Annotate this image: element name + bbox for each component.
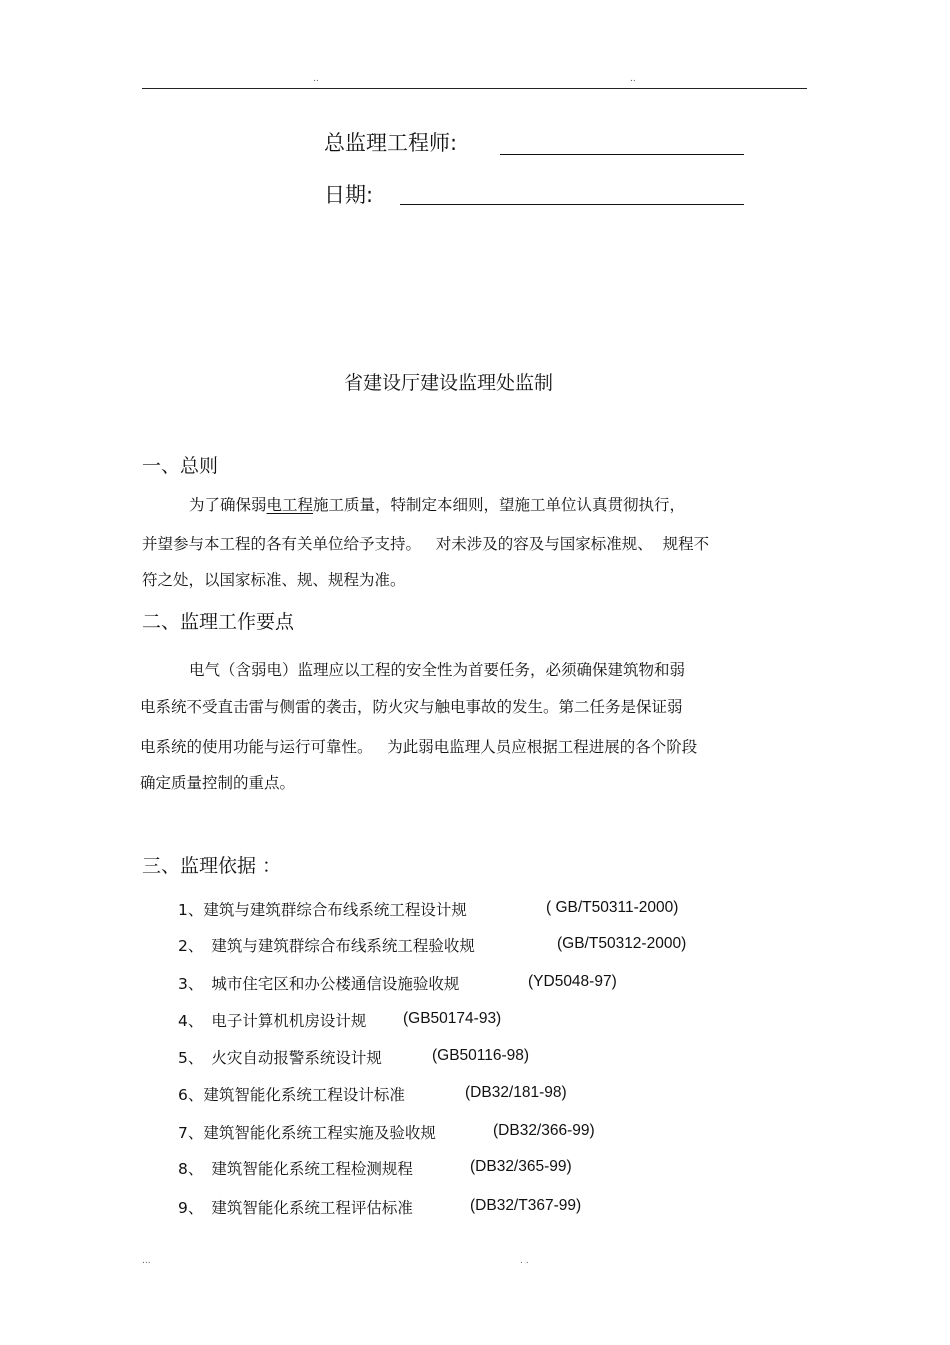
reference-number: 2、 [178, 937, 204, 955]
reference-number: 1、 [178, 901, 204, 919]
reference-name: 建筑智能化系统工程检测规程 [211, 1160, 413, 1178]
section-1-line-1-b: 施工质量，特制定本细则，望施工单位认真贯彻执行， [313, 496, 686, 514]
reference-item [178, 898, 467, 920]
header-rule [142, 88, 807, 89]
reference-code: (DB32/181-98) [465, 1084, 567, 1101]
reference-item [178, 1046, 382, 1068]
issuing-organization: 省建设厅建设监理处监制 [344, 372, 554, 394]
footer-dots-right: . . [520, 1256, 529, 1266]
reference-name: 建筑与建筑群综合布线系统工程验收规 [211, 937, 475, 955]
reference-number: 4、 [178, 1012, 204, 1030]
reference-item [178, 1121, 436, 1143]
reference-name: 建筑与建筑群综合布线系统工程设计规 [203, 901, 467, 919]
reference-item [178, 1009, 366, 1031]
section-1-line-1-a: 为了确保弱 [189, 496, 267, 514]
section-1-line-1 [189, 493, 685, 515]
section-2-line-4: 确定质量控制的重点。 [140, 774, 296, 792]
reference-code: (DB32/T367-99) [470, 1197, 582, 1214]
reference-item [178, 934, 475, 956]
header-dots-right: .. [630, 74, 636, 84]
reference-number: 8、 [178, 1160, 204, 1178]
chief-engineer-label: 总监理工程师: [324, 131, 458, 155]
reference-number: 3、 [178, 975, 204, 993]
reference-code: ( GB/T50311-2000) [546, 899, 679, 916]
section-1-line-2: 并望参与本工程的各有关单位给予支持。 对未涉及的容及与国家标准规、 规程不 [142, 535, 710, 553]
date-label: 日期: [324, 183, 374, 207]
reference-item [178, 1083, 405, 1105]
section-2-line-3: 电系统的使用功能与运行可靠性。 为此弱电监理人员应根据工程进展的各个阶段 [140, 738, 698, 756]
reference-number: 9、 [178, 1199, 204, 1217]
date-signature-line[interactable] [400, 204, 744, 205]
footer-dots-left: ... [142, 1256, 151, 1266]
reference-code: (DB32/365-99) [470, 1158, 572, 1175]
section-1-line-1-underlined: 电工程 [266, 496, 314, 514]
reference-code: (DB32/366-99) [493, 1122, 595, 1139]
reference-name: 建筑智能化系统工程评估标准 [211, 1199, 413, 1217]
reference-number: 6、 [178, 1086, 204, 1104]
reference-item [178, 1196, 413, 1218]
reference-number: 7、 [178, 1124, 204, 1142]
reference-name: 建筑智能化系统工程设计标准 [203, 1086, 405, 1104]
section-2-line-2: 电系统不受直击雷与侧雷的袭击，防火灾与触电事故的发生。第二任务是保证弱 [140, 698, 683, 716]
reference-name: 火灾自动报警系统设计规 [211, 1049, 382, 1067]
reference-name: 建筑智能化系统工程实施及验收规 [203, 1124, 436, 1142]
chief-engineer-signature-line[interactable] [500, 154, 744, 155]
section-1-line-3: 符之处，以国家标准、规、规程为准。 [142, 571, 406, 589]
reference-name: 电子计算机机房设计规 [211, 1012, 367, 1030]
reference-code: (GB/T50312-2000) [557, 935, 687, 952]
reference-name: 城市住宅区和办公楼通信设施验收规 [211, 975, 460, 993]
reference-code: (GB50174-93) [403, 1010, 502, 1027]
section-1-title: 一、总则 [142, 455, 219, 477]
reference-code: (YD5048-97) [528, 973, 617, 990]
reference-item [178, 972, 459, 994]
header-dots-left: .. [313, 74, 319, 84]
section-3-title: 三、监理依据 ： [142, 855, 282, 877]
section-2-line-1: 电气（含弱电）监理应以工程的安全性为首要任务，必须确保建筑物和弱 [189, 661, 686, 679]
reference-item [178, 1157, 413, 1179]
reference-code: (GB50116-98) [432, 1047, 530, 1064]
reference-number: 5、 [178, 1049, 204, 1067]
section-2-title: 二、监理工作要点 [142, 611, 295, 633]
